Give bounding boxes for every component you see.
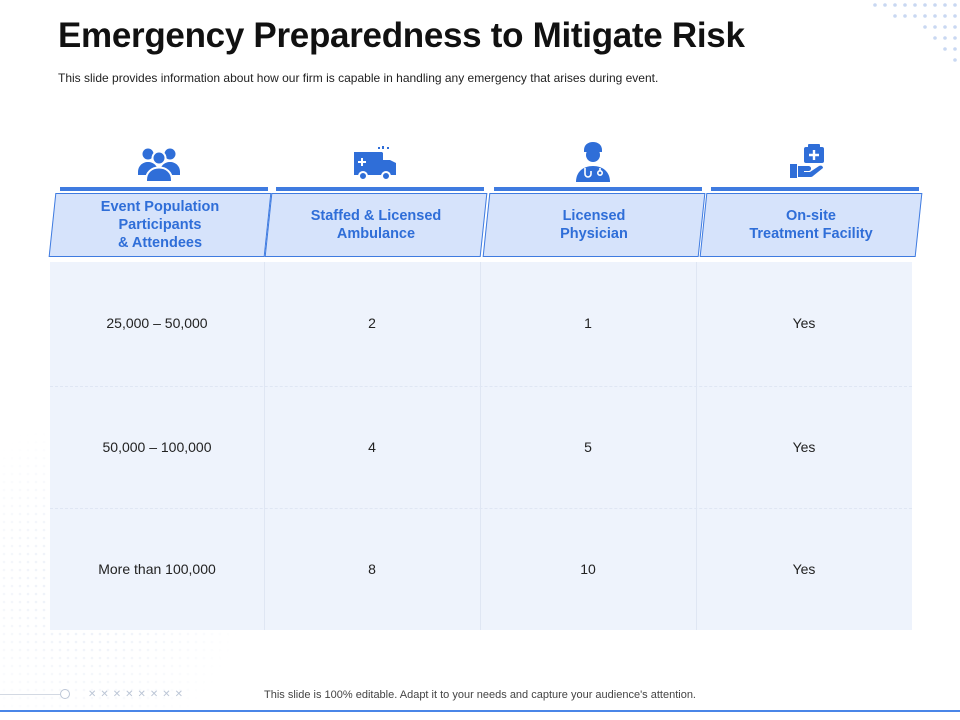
table-cell: 1 <box>584 315 592 331</box>
table-cell: 10 <box>580 561 596 577</box>
medical-kit-hand-icon <box>788 140 834 184</box>
table-cell: 8 <box>368 561 376 577</box>
people-group-icon <box>136 140 182 184</box>
page-subtitle: This slide provides information about how our firm is capable in handling any emergency that arises during event. <box>58 71 659 85</box>
doctor-icon <box>570 140 616 184</box>
decorative-crosses: ✕✕✕✕✕✕✕✕ <box>88 689 188 700</box>
table-cell: 25,000 – 50,000 <box>106 315 208 331</box>
header-label: Staffed & Licensed Ambulance <box>310 208 442 242</box>
table-cell: 2 <box>368 315 376 331</box>
column-header-physician <box>486 187 702 259</box>
table-cell: Yes <box>792 561 816 577</box>
table-cell: 4 <box>368 439 376 455</box>
header-topline <box>276 187 484 191</box>
page-title: Emergency Preparedness to Mitigate Risk <box>58 16 745 55</box>
header-topline <box>711 187 919 191</box>
column-header-event-population <box>52 187 268 259</box>
table-cell: 5 <box>584 439 592 455</box>
data-table <box>50 262 912 630</box>
footer-accent-line <box>0 710 960 712</box>
header-label: Licensed Physician <box>560 208 628 242</box>
table-cell: 50,000 – 100,000 <box>102 439 212 455</box>
decorative-dots-top-right <box>870 0 960 70</box>
table-cell: Yes <box>792 439 816 455</box>
column-header-treatment-facility <box>703 187 919 259</box>
footer-note: This slide is 100% editable. Adapt it to your needs and capture your audience's attention. <box>264 689 696 701</box>
ambulance-icon <box>352 140 398 184</box>
table-cell: More than 100,000 <box>98 561 216 577</box>
header-label: Event Population Participants & Attendees <box>100 199 220 251</box>
header-topline <box>494 187 702 191</box>
table-cell: Yes <box>792 315 816 331</box>
column-header-ambulance <box>268 187 484 259</box>
header-label: On-site Treatment Facility <box>749 208 873 242</box>
header-topline <box>60 187 268 191</box>
